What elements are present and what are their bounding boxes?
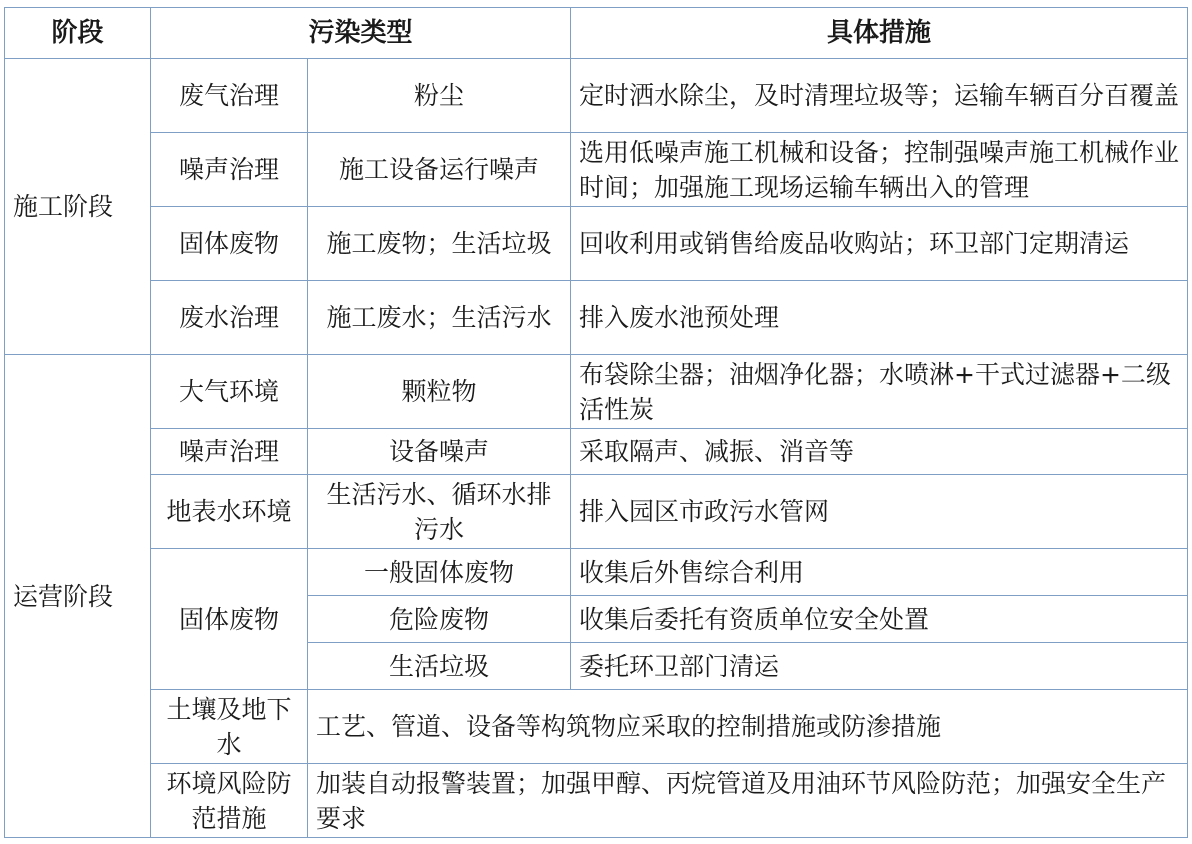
category-cell: 噪声治理 [151, 429, 308, 475]
type-cell: 施工废物；生活垃圾 [308, 207, 571, 281]
measure-cell: 选用低噪声施工机械和设备；控制强噪声施工机械作业时间；加强施工现场运输车辆出入的管理 [571, 133, 1188, 207]
category-cell: 废气治理 [151, 59, 308, 133]
table-row [5, 133, 1188, 207]
category-cell: 环境风险防范措施 [151, 764, 308, 838]
pollution-control-table [4, 7, 1188, 838]
table-row [5, 59, 1188, 133]
type-cell: 施工设备运行噪声 [308, 133, 571, 207]
category-cell: 固体废物 [151, 207, 308, 281]
table-row [5, 207, 1188, 281]
type-cell: 一般固体废物 [308, 549, 571, 596]
table-row [5, 475, 1188, 549]
measure-cell: 布袋除尘器；油烟净化器；水喷淋+干式过滤器+二级活性炭 [571, 355, 1188, 429]
type-cell: 生活垃圾 [308, 643, 571, 690]
type-cell: 粉尘 [308, 59, 571, 133]
table-row [5, 429, 1188, 475]
category-cell: 固体废物 [151, 549, 308, 690]
type-cell: 设备噪声 [308, 429, 571, 475]
measure-cell: 采取隔声、减振、消音等 [571, 429, 1188, 475]
type-cell: 颗粒物 [308, 355, 571, 429]
category-cell: 噪声治理 [151, 133, 308, 207]
stage-construction: 施工阶段 [5, 59, 151, 355]
table-row [5, 549, 1188, 596]
category-cell: 废水治理 [151, 281, 308, 355]
category-cell: 地表水环境 [151, 475, 308, 549]
header-measures: 具体措施 [571, 8, 1188, 59]
category-cell: 土壤及地下水 [151, 690, 308, 764]
type-cell: 生活污水、循环水排污水 [308, 475, 571, 549]
table-row [5, 690, 1188, 764]
measure-cell: 定时洒水除尘，及时清理垃圾等；运输车辆百分百覆盖 [571, 59, 1188, 133]
measure-cell: 排入园区市政污水管网 [571, 475, 1188, 549]
stage-operation: 运营阶段 [5, 355, 151, 838]
table-row [5, 281, 1188, 355]
measure-cell: 收集后委托有资质单位安全处置 [571, 596, 1188, 643]
header-stage: 阶段 [5, 8, 151, 59]
table-row [5, 764, 1188, 838]
measure-cell: 收集后外售综合利用 [571, 549, 1188, 596]
measure-cell: 加装自动报警装置；加强甲醇、丙烷管道及用油环节风险防范；加强安全生产要求 [308, 764, 1188, 838]
table-row [5, 355, 1188, 429]
type-cell: 危险废物 [308, 596, 571, 643]
measure-cell: 排入废水池预处理 [571, 281, 1188, 355]
type-cell: 施工废水；生活污水 [308, 281, 571, 355]
header-row [5, 8, 1188, 59]
measure-cell: 回收利用或销售给废品收购站；环卫部门定期清运 [571, 207, 1188, 281]
header-pollution-type: 污染类型 [151, 8, 571, 59]
measure-cell: 委托环卫部门清运 [571, 643, 1188, 690]
measure-cell: 工艺、管道、设备等构筑物应采取的控制措施或防渗措施 [308, 690, 1188, 764]
category-cell: 大气环境 [151, 355, 308, 429]
